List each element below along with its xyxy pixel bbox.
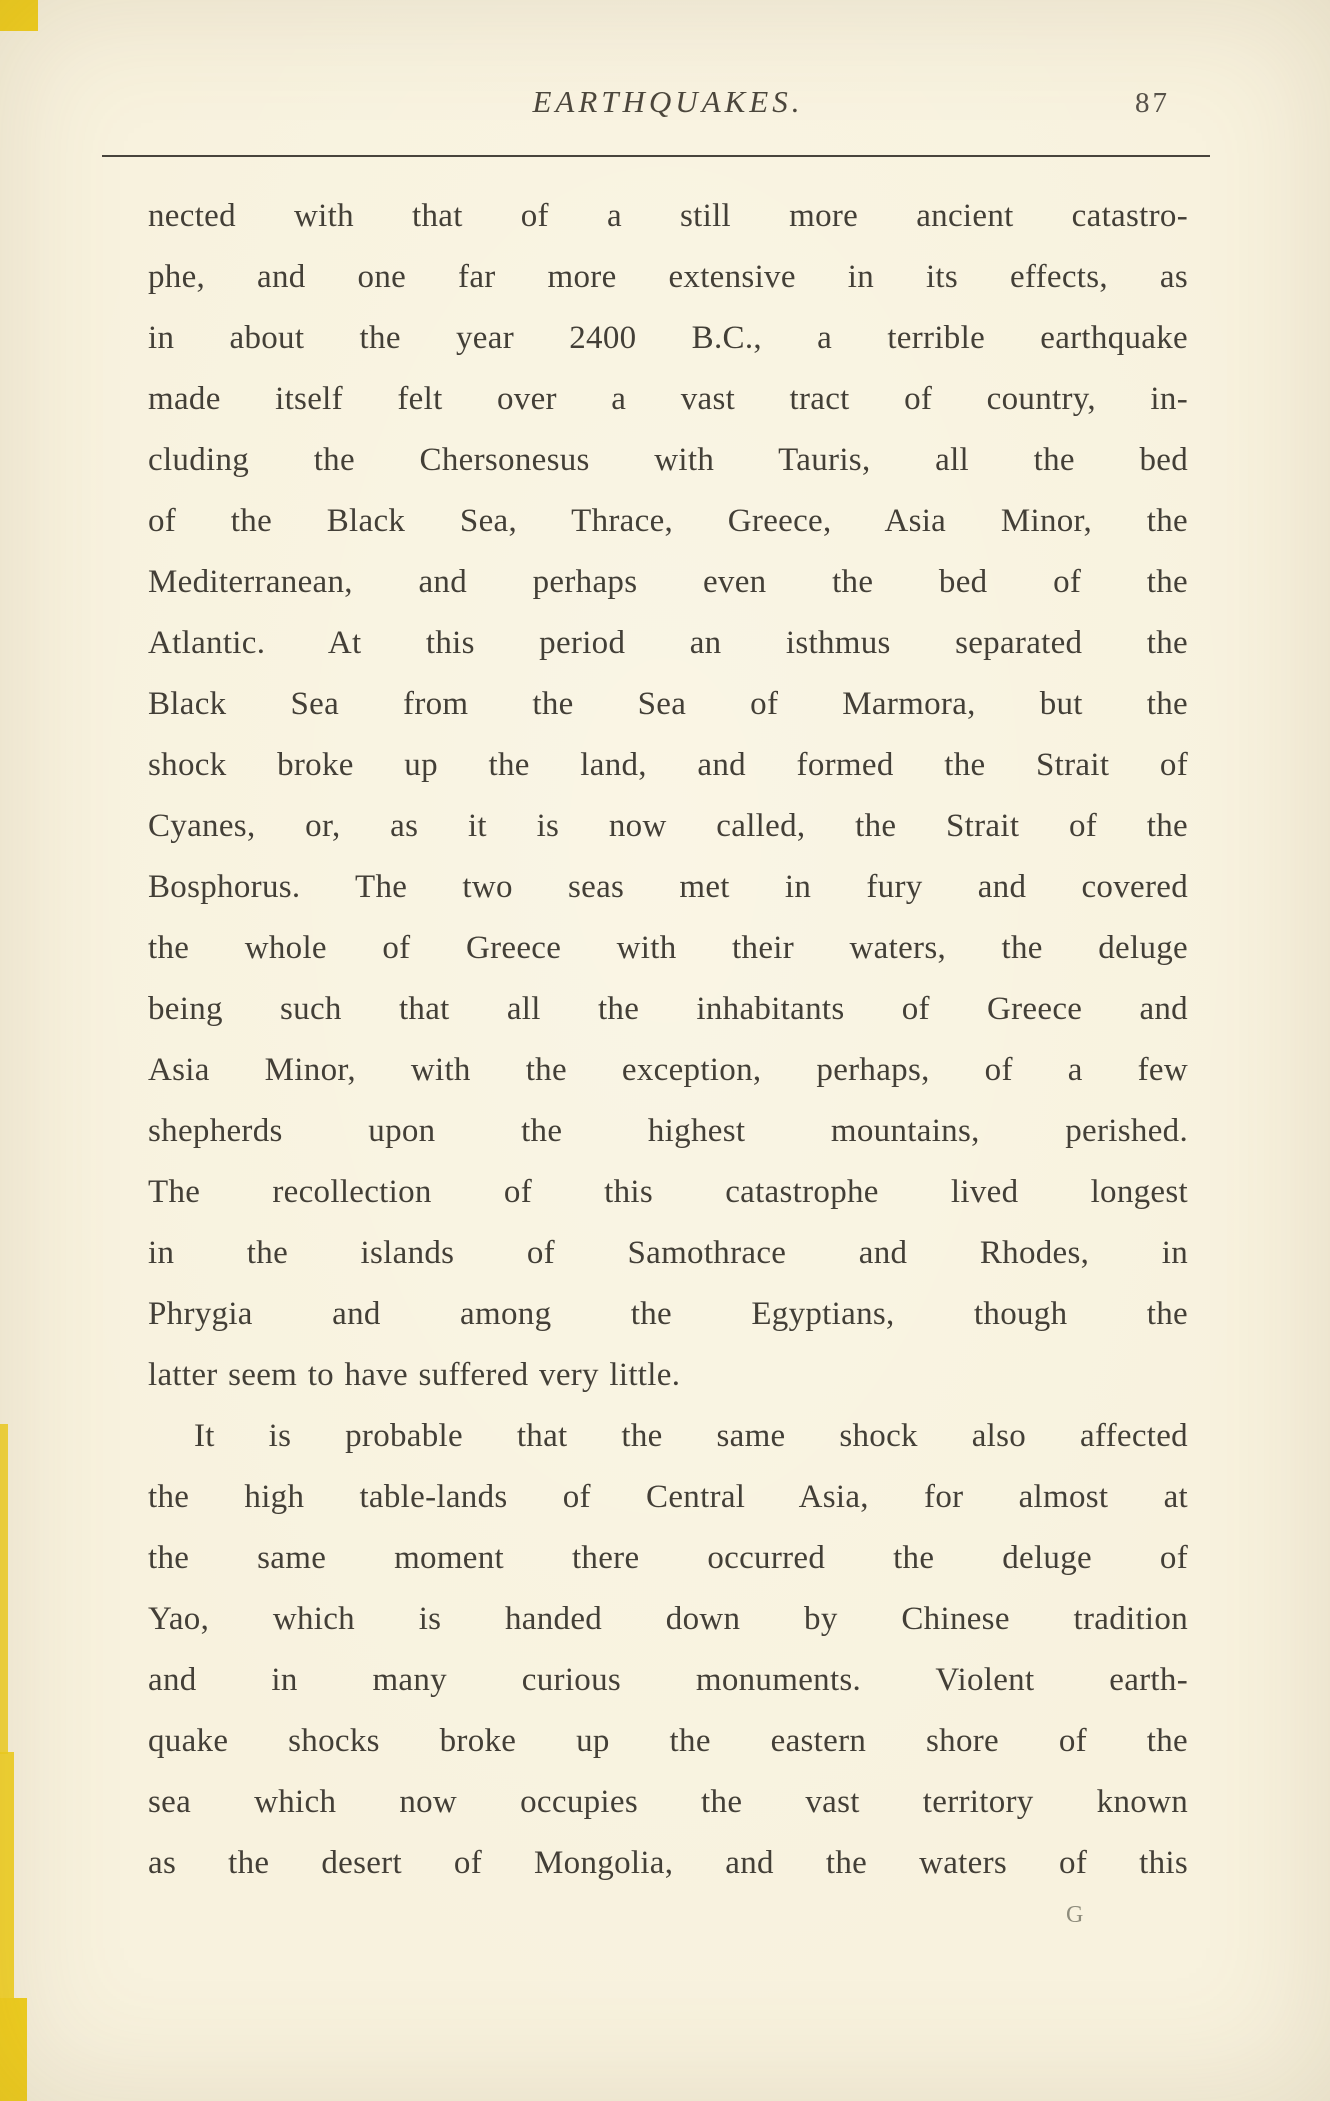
- text-line: nected with that of a still more ancient catastro-: [148, 198, 1188, 234]
- text-line: Mediterranean, and perhaps even the bed of the: [148, 564, 1188, 600]
- signature-mark: G: [1066, 1902, 1085, 1928]
- text-line: Asia Minor, with the exception, perhaps, of a few: [148, 1052, 1188, 1088]
- text-line: Phrygia and among the Egyptians, though the: [148, 1296, 1188, 1332]
- text-line: It is probable that the same shock also affected: [194, 1418, 1188, 1454]
- text-line: The recollection of this catastrophe lived longest: [148, 1174, 1188, 1210]
- text-line: the same moment there occurred the deluge of: [148, 1540, 1188, 1576]
- scan-edge-strip-lower-wide: [0, 1752, 14, 2002]
- text-line: Black Sea from the Sea of Marmora, but the: [148, 686, 1188, 722]
- text-line: phe, and one far more extensive in its effects, as: [148, 259, 1188, 295]
- text-line: the whole of Greece with their waters, the deluge: [148, 930, 1188, 966]
- text-line: shepherds upon the highest mountains, perished.: [148, 1113, 1188, 1149]
- running-header: [148, 84, 1188, 134]
- scan-edge-strip-top: [0, 0, 38, 31]
- text-line: Yao, which is handed down by Chinese tradition: [148, 1601, 1188, 1637]
- text-line: latter seem to have suffered very little.: [148, 1357, 681, 1393]
- text-line: the high table-lands of Central Asia, for almost at: [148, 1479, 1188, 1515]
- page-number: 87: [1135, 87, 1170, 119]
- text-line: in the islands of Samothrace and Rhodes, in: [148, 1235, 1188, 1271]
- text-line: sea which now occupies the vast territory known: [148, 1784, 1188, 1820]
- text-line: shock broke up the land, and formed the Strait of: [148, 747, 1188, 783]
- header-rule: [102, 155, 1210, 157]
- page-body: [148, 186, 1188, 1894]
- text-line: being such that all the inhabitants of Greece and: [148, 991, 1188, 1027]
- text-line: in about the year 2400 B.C., a terrible earthquake: [148, 320, 1188, 356]
- scan-edge-strip-lower: [0, 1424, 8, 1754]
- text-line: cluding the Chersonesus with Tauris, all the bed: [148, 442, 1188, 478]
- text-line: Atlantic. At this period an isthmus separated the: [148, 625, 1188, 661]
- text-line: and in many curious monuments. Violent earth-: [148, 1662, 1188, 1698]
- text-line: of the Black Sea, Thrace, Greece, Asia Minor, the: [148, 503, 1188, 539]
- text-line: as the desert of Mongolia, and the waters of this: [148, 1845, 1188, 1881]
- text-line: Bosphorus. The two seas met in fury and covered: [148, 869, 1188, 905]
- scan-edge-strip-bottom: [0, 1998, 27, 2101]
- text-line: made itself felt over a vast tract of country, in-: [148, 381, 1188, 417]
- text-line: quake shocks broke up the eastern shore of the: [148, 1723, 1188, 1759]
- text-line: Cyanes, or, as it is now called, the Strait of the: [148, 808, 1188, 844]
- running-header-title: EARTHQUAKES.: [532, 84, 804, 119]
